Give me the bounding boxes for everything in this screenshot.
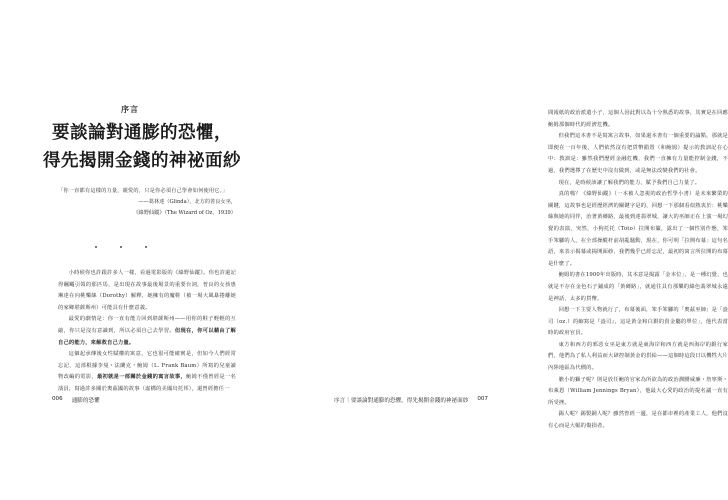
left-page — [0, 0, 260, 500]
paragraph: 東方和西方的邪惡女巫是東方就是東海岸和西方就是西海岸的銀行家們，他們為了私人利益而大肆控制黃金的供給——這個時這段日以機牲大片內陸地區為代價的。 — [548, 341, 728, 372]
paragraph: 鮑姆的書在1900年出版時，其本意是揭露「金本位」，是一種幻覺，也就是不存在金色石子鋪成的「黃磚路」，就通往具有那樂的綠色翡翠城永遠是神話，太多的貨幣。 — [548, 272, 728, 302]
title-line-1: 要談論對通膨的恐懼， — [52, 123, 232, 143]
paragraph: 間報紙的政治派遣小子，這個人因此對以為十分熟悉的故事，其實是在回應鮑姆那個時代的經濟危機。 — [548, 110, 728, 128]
emphasis: 但現在，你可以藉由了解自己的能力，來解救自己力量。 — [58, 327, 236, 346]
paragraph: 膽小的獅子呢？則是放任鮑的官家為所欲為的政治潤腰威廉・詹寧斯・布萊恩（William Jennings Bryan），他最大心愛的政治的提名議一直有所受挫。 — [548, 376, 728, 406]
emphasis: 最初就是一部關於金錢的寓言故事， — [96, 374, 187, 381]
running-head: 通膨的恐懼 — [71, 398, 100, 404]
section-dot — [95, 246, 97, 248]
right-page — [260, 0, 728, 500]
epigraph-source: 《綠野仙蹤》（The Wizard of Oz，1939） — [133, 210, 236, 216]
chapter-title — [26, 120, 258, 174]
epigraph — [58, 186, 236, 219]
running-head: 序言｜要談論對通膨的恐懼，得先揭開金錢的神祕面紗 — [334, 398, 469, 404]
page-number: 007 — [477, 396, 488, 402]
paragraph: 最愛的劇情是：你一直有能力回到堪薩斯州——用你的鞋子輕輕的互敲，你只是沒有意識到，所以必須自己去學習。但現在，你可以藉由了解自己的能力，來解救自己力量。 — [58, 316, 236, 346]
left-footer — [52, 396, 100, 404]
paragraph: 現在，是時候該讓了解我們的能力，賦予我們自己力量了。 — [558, 179, 701, 186]
chapter-label: 序言 — [121, 104, 139, 114]
paragraph: 錫人呢？錫製銅人呢？雖然曾經一邊，是在都市裡的產業工人，他們沒有心而是大幅的傷損者。 — [548, 411, 728, 430]
section-dot — [120, 246, 122, 248]
page-number: 006 — [52, 396, 63, 402]
paragraph: 真的嗎？《綠野仙蹤》（一本被人忽視的政治哲學小書）是未來繁榮的關鍵，這故事也是經歷經濟的關鍵字是的，回想一下那個看似熱衷於：桃樂絲與她的同伴，治著黃磚路，最後到達翡翠城，讓大的巫師正在上演一場幻覺的表演，突然，小狗托托（Toto）拉開布簾，露出了一個性別作態，笨手笨腳的人，在全部操縱杆前胡亂騷動，現在，你可明「拉開布幕」這句名語，來表示揭幕或揭開面紗，我們幾乎已經忘記，最初的寓言所拉開的布幕是什麼了。 — [548, 191, 728, 267]
paragraph: 這個起承傳後女性賦權的寓意，它也很可能確實是，但如今人們經常忘記，這部根據李曼・法蘭克・鮑姆（L. Frank Baum）所寫的兒童讀物改編的電影，最初就是一部關於金錢的寓言故事，鮑姆不僅曾經是一名演員，寫過許多關於奧茲國的故事（虛構的美國烏托邦），還曾經擔任一 — [58, 351, 236, 392]
paragraph: 但我們這本書不是寫寓言故事，如果還本書有一個重要的論點，那就是即便在一百年後，人們依然沒有把貨幣錯置（和鮑姆）提示的教訓記在心中：教訓是：雖然我們歷經金融危機，我們一直擁有力量能控制金錢，不過，我們選擇了在歷史中沒有做到，或是無法改變我們的社會。 — [548, 133, 728, 174]
right-body-text — [548, 108, 728, 433]
left-body-text — [58, 268, 236, 396]
epigraph-quote: 「你一直都有這樣的力量，親愛的，只是你必須自己學會如何使用它。」 — [58, 188, 228, 194]
paragraph: 回想一下主要人物就行了，布幕後面，笨手笨腳的「奧茲巫師」是「盎司（oz.）的縮寫是『盎司』，這是黃金和白銀的貴金屬的單位」，他代表當時的政府官員。 — [548, 307, 728, 337]
paragraph: 小時候你也許跟許多人一樣，看過電影版的《綠野仙蹤》。你也許還記得飆颺引領的那匹馬，是出現在故事最後場景的重要台詞，普良的女孩惠琳達在向桃樂絲（Dorothy）解釋，她擁有的魔鞋（被一場大風暴捲離她的家鄉堪薩斯州）可能具有什麼意義。 — [58, 270, 236, 311]
right-footer — [334, 396, 488, 404]
epigraph-attribution: ——葛林達（Glinda），北方的善良女巫， — [138, 199, 236, 205]
section-dot — [145, 246, 147, 248]
title-line-2: 得先揭開金錢的神祕面紗 — [43, 151, 241, 171]
